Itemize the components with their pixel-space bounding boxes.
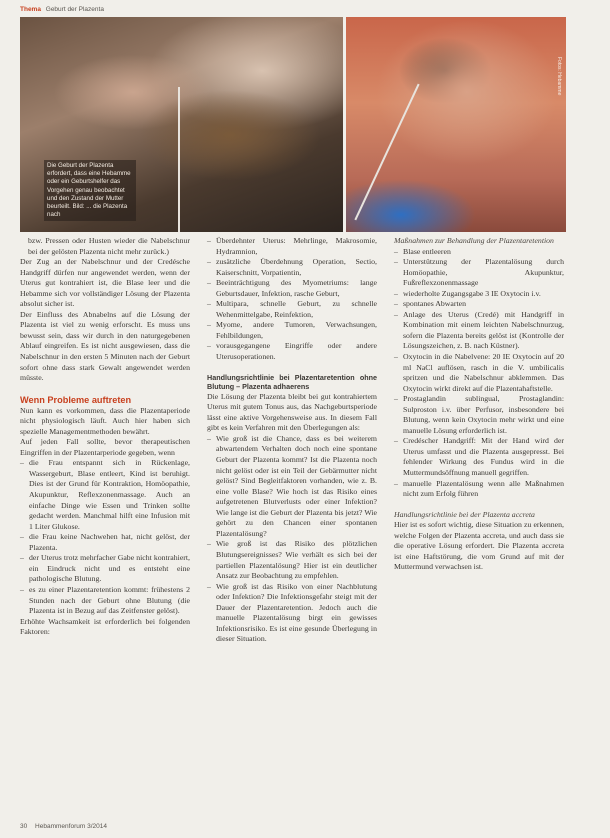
paragraph: Hier ist es sofort wichtig, diese Situation zu erkennen, welche Folgen der Plazenta accreta, und auch dass sie die operative Lösung erfordert. Die Plazenta accreta ist eine Haftstörung, die vom Grund auf mit der Muttermund verwachsen ist. (394, 520, 564, 572)
list-item: – die Frau keine Nachwehen hat, nicht gelöst, der Plazenta. (20, 532, 190, 552)
header-topic: Geburt der Plazenta (45, 6, 104, 13)
list-item: – Wie groß ist das Risiko von einer Nachblutung oder Infektion? Die Infektionsgefahr steigt mit der Dauer der Plazentaretention. Jedoch auch die manuelle Plazentalösung birgt ein gewisses Infektionsrisiko. Es ist eine gesunde Überlegung in dieser Situation. (207, 581, 377, 644)
subsection-heading: Handlungsrichtlinie bei Plazentaretention ohne Blutung – Plazenta adhaerens (207, 372, 377, 392)
photo-caption: Die Geburt der Plazenta erfordert, dass eine Hebamme oder ein Geburtshelfer das Vorgehen genau beobachtet und den Zustand der Mutter beurteilt. Bild: ... die Plazenta nach (44, 160, 136, 221)
paragraph: Der Einfluss des Abnabelns auf die Lösung der Plazenta ist viel zu wenig erforscht. Es muss uns bewusst sein, dass wir durch in den naturgegebenen Ablauf eingreifen. Es ist nicht ausgewiesen, dass die Nabelschnur in den ersten 5 Minuten nach der Geburt sofort ohne dass stark Gewalt angewendet werden müsste. (20, 309, 190, 383)
text-column-1 (20, 236, 190, 638)
page-footer (20, 823, 107, 830)
page-number: 30 (20, 823, 28, 830)
bullet-list (207, 236, 377, 363)
bullet-list (20, 458, 190, 616)
paragraph: Die Lösung der Plazenta bleibt bei gut kontrahiertem Uterus mit gutem Tonus aus, das Nachgeburtsperiode lässt eine aktive Vorgehensweise aus. In diesem Fall gibt es kein Verfahren mit den Überlegungen als: (207, 391, 377, 433)
paragraph: Auf jeden Fall sollte, bevor therapeutischen Eingriffen in der Plazentarperiode gegeben, wenn (20, 437, 190, 457)
list-item: – Anlage des Uterus (Credé) mit Handgriff in Kombination mit einem leichten Nabelschnurzug, sofern die Plazenta bereits gelöst ist (Kontrolle der Lösungszeichen, z. B. nach Küstner). (394, 309, 564, 351)
header-section: Thema (20, 6, 41, 13)
text-column-2 (207, 236, 377, 645)
journal-name: Hebammenforum (35, 823, 86, 830)
list-item: – Überdehnter Uterus: Mehrlinge, Makrosomie, Hydramnion, (207, 236, 377, 256)
list-item: – die Frau entspannt sich in Rückenlage, Wassergeburt, Blase entleert, Kind ist beruhigt. Dies ist der Grund für Kontraktion, Homöopathie, Akupunktur, Reflexzonenmassage. Auch an einfache Dinge wie Essen und Trinken sollte gedacht werden. Manchmal hilft eine Infusion mit 1 Liter Glukose. (20, 458, 190, 531)
list-item: – manuelle Plazentalösung wenn alle Maßnahmen nicht zum Erfolg führen (394, 478, 564, 499)
infusion-tube (178, 87, 180, 232)
list-item: – Beeinträchtigung des Myometriums: lange Geburtsdauer, Infektion, rasche Geburt, (207, 278, 377, 298)
list-item: – zusätzliche Überdehnung Operation, Sectio, Kaiserschnitt, Vorpatientin, (207, 257, 377, 277)
issue-number: 3/2014 (87, 823, 107, 830)
text-column-3 (394, 236, 564, 573)
list-item: – Multipara, schnelle Geburt, zu schnelle Wehenmittelgabe, Reinfektion, (207, 299, 377, 319)
list-item: – es zu einer Plazentaretention kommt: frühestens 2 Stunden nach der Geburt ohne Blutung (die Plazenta ist in Bezug auf das Zeitfenster gelöst). (20, 584, 190, 616)
photo-placenta-birth (20, 17, 343, 232)
list-item: – Myome, andere Tumoren, Verwachsungen, Fehlbildungen, (207, 320, 377, 340)
photo-placenta-held (346, 17, 566, 232)
paragraph: Der Zug an der Nabelschnur und der Credésche Handgriff dürfen nur angewendet werden, wenn der Uterus gut kontrahiert ist, die Blase leer und die Hebamme sich vor vollständiger Lösung der Plazenta absolut sicher ist. (20, 257, 190, 309)
list-item: – Blase entleeren (394, 246, 451, 256)
bullet-list (207, 434, 377, 645)
list-item: – der Uterus trotz mehrfacher Gabe nicht kontrahiert, ein Eindruck nicht und es entsteht eine pathologische Blutung. (20, 553, 190, 584)
list-item: – Credéscher Handgriff: Mit der Hand wird der Uterus umfasst und die Plazenta ausgepresst. Bei fehlender Wirkung des Fundus wird in die Muttermundsöffnung manuell gegriffen. (394, 436, 564, 478)
section-heading: Wenn Probleme auftreten (20, 394, 132, 405)
list-item: – Prostaglandin sublingual, Prostaglandin: Sulproston i.v. über Perfusor, insbesondere bei Blutung, wenn kein Oxytocin mehr wirkt und eine manuelle Lösung erforderlich ist. (394, 394, 564, 435)
photo-credit: Fotos: Hebamme (556, 57, 562, 96)
list-item: – wiederholte Zugangsgabe 3 IE Oxytocin i.v. (394, 288, 541, 298)
subheading: Handlungsrichtlinie bei der Plazenta accreta (394, 509, 535, 519)
infusion-tube (354, 84, 419, 221)
list-item: – Oxytocin in die Nabelvene: 20 IE Oxytocin auf 20 ml NaCl auflösen, rasch in die V. umbilicalis spritzen und die Nabelschnur abklemmen. Das Oxytocin wirkt direkt auf die Plazentahaftstelle. (394, 352, 564, 393)
list-item: – Unterstützung der Plazentalösung durch Homöopathie, Akupunktur, Fußreflexzonenmassage (394, 257, 564, 288)
paragraph: Erhöhte Wachsamkeit ist erforderlich bei folgenden Faktoren: (20, 616, 190, 637)
paragraph: Nun kann es vorkommen, dass die Plazentaperiode nicht physiologisch läuft. Auch hier haben sich spezielle Managementmethoden bewährt. (20, 405, 190, 436)
list-item: – Wie groß ist das Risiko des plötzlichen Blutungsereignisses? Wie verhält es sich bei der partiellen Plazentalösung? Hier ist ein deutlicher Ansatz zur Beobachtung zu empfehlen. (207, 539, 377, 581)
list-item: – Wie groß ist die Chance, dass es bei weiterem abwartendem Verhalten doch noch eine spontane Geburt der Plazenta kommt? Ist die Plazenta noch nicht gelöst oder ist ein Teil der Gebärmutter nicht gelöst? Sind Begleitfaktoren vorhanden, wie z. B. eine volle Blase? Wie hoch ist das Risiko eines aufgetretenen Blutverlusts oder einer Infektion? Wie lange ist die Geburt der Plazenta bis jetzt? Wie gehört zu den Chancen einer spontanen Plazentalösung? (207, 433, 377, 538)
list-item: – vorausgegangene Eingriffe oder andere Uterusoperationen. (207, 341, 377, 362)
bullet-list (394, 247, 564, 500)
paragraph: bzw. Pressen oder Husten wieder die Nabelschnur bei der gelösten Plazenta nicht mehr zurück.) (28, 236, 190, 256)
subheading: Maßnahmen zur Behandlung der Plazentaretention (394, 236, 554, 245)
list-item: – spontanes Abwarten (394, 299, 467, 309)
